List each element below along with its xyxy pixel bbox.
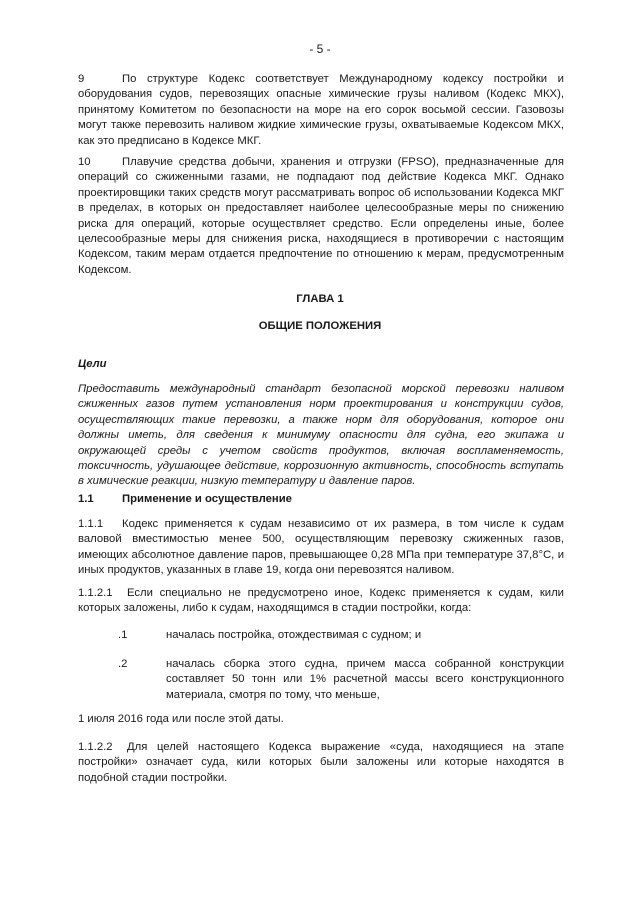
paragraph-1-1-1 [78, 517, 564, 579]
item-number: .2 [118, 658, 128, 670]
section-number: 1.1 [78, 493, 94, 505]
item-text: началась постройка, отождествимая с судном; и [166, 629, 422, 641]
objective-title: Цели [78, 358, 107, 370]
list-item [118, 657, 564, 703]
paragraph-9 [78, 72, 564, 149]
paragraph-number: 9 [78, 73, 85, 85]
page-number: - 5 - [309, 42, 331, 56]
paragraph-number: 10 [78, 156, 91, 168]
objective-text: Предоставить международный стандарт безопасной морской перевозки наливом сжиженных газов путем установления норм проектирования и конструкции судов, осуществляющих такие перевозки, а также норм для оборудования, которое они должны иметь, для сведения к минимуму опасности для судна, его экипажа и окружающей среды с учетом свойств продуктов, включая воспламеняемость, токсичность, удушающее действие, коррозионную активность, способность вступать в химические реакции, низкую температуру и давление паров. [78, 383, 564, 488]
paragraph-10 [78, 155, 564, 278]
paragraph-1-1-2-2 [78, 740, 564, 786]
section-heading-1-1 [78, 493, 292, 505]
paragraph-text: Для целей настоящего Кодекса выражение «суда, находящиеся на этапе постройки» означает суда, кили которых были заложены или которые находятся в подобной стадии постройки. [78, 741, 564, 784]
section-title: Применение и осуществление [122, 493, 292, 505]
paragraph-text: Если специально не предусмотрено иное, Кодекс применяется к судам, кили которых заложены, либо к судам, находящимся в стадии постройки, когда: [78, 587, 564, 615]
paragraph-number: 1.1.1 [78, 518, 104, 530]
paragraph-number: 1.1.2.1 [78, 587, 113, 599]
list-item [118, 628, 564, 643]
paragraph-text: Плавучие средства добычи, хранения и отгрузки (FPSO), предназначенные для операций со сжиженными газами, не подпадают под действие Кодекса МКГ. Однако проектировщики таких средств могут рассматривать вопрос об использовании Кодекса МКГ в пределах, в которых он предоставляет наиболее целесообразные меры по снижению риска для операций, которые осуществляет средство. Если определены иные, более целесообразные меры для снижения риска, находящиеся в противоречии с настоящим Кодексом, таким мерам отдается предпочтение по отношению к мерам, предусмотренным Кодексом. [78, 156, 564, 276]
item-number: .1 [118, 629, 128, 641]
paragraph-1-1-2-1 [78, 586, 564, 617]
date-line: 1 июля 2016 года или после этой даты. [78, 713, 284, 725]
paragraph-text: По структуре Кодекс соответствует Международному кодексу постройки и оборудования судов, перевозящих опасные химические грузы наливом (Кодекс МКХ), принятому Комитетом по безопасности на море на его сорок восьмой сессии. Газовозы могут также перевозить наливом жидкие химические грузы, охватываемые Кодексом МКХ, как это предписано в Кодексе МКГ. [78, 73, 564, 147]
item-text: началась сборка этого судна, причем масса собранной конструкции составляет 50 тонн или 1% расчетной массы всего конструкционного материала, смотря по тому, что меньше, [166, 658, 564, 701]
paragraph-text: Кодекс применяется к судам независимо от их размера, в том числе к судам валовой вместимостью менее 500, осуществляющим перевозку сжиженных газов, имеющих абсолютное давление паров, превышающее 0,28 МПа при температуре 37,8°С, и иных продуктов, указанных в главе 19, когда они перевозятся наливом. [78, 518, 564, 577]
paragraph-number: 1.1.2.2 [78, 741, 113, 753]
chapter-heading: ГЛАВА 1 [296, 293, 344, 305]
chapter-title: ОБЩИЕ ПОЛОЖЕНИЯ [258, 320, 382, 332]
